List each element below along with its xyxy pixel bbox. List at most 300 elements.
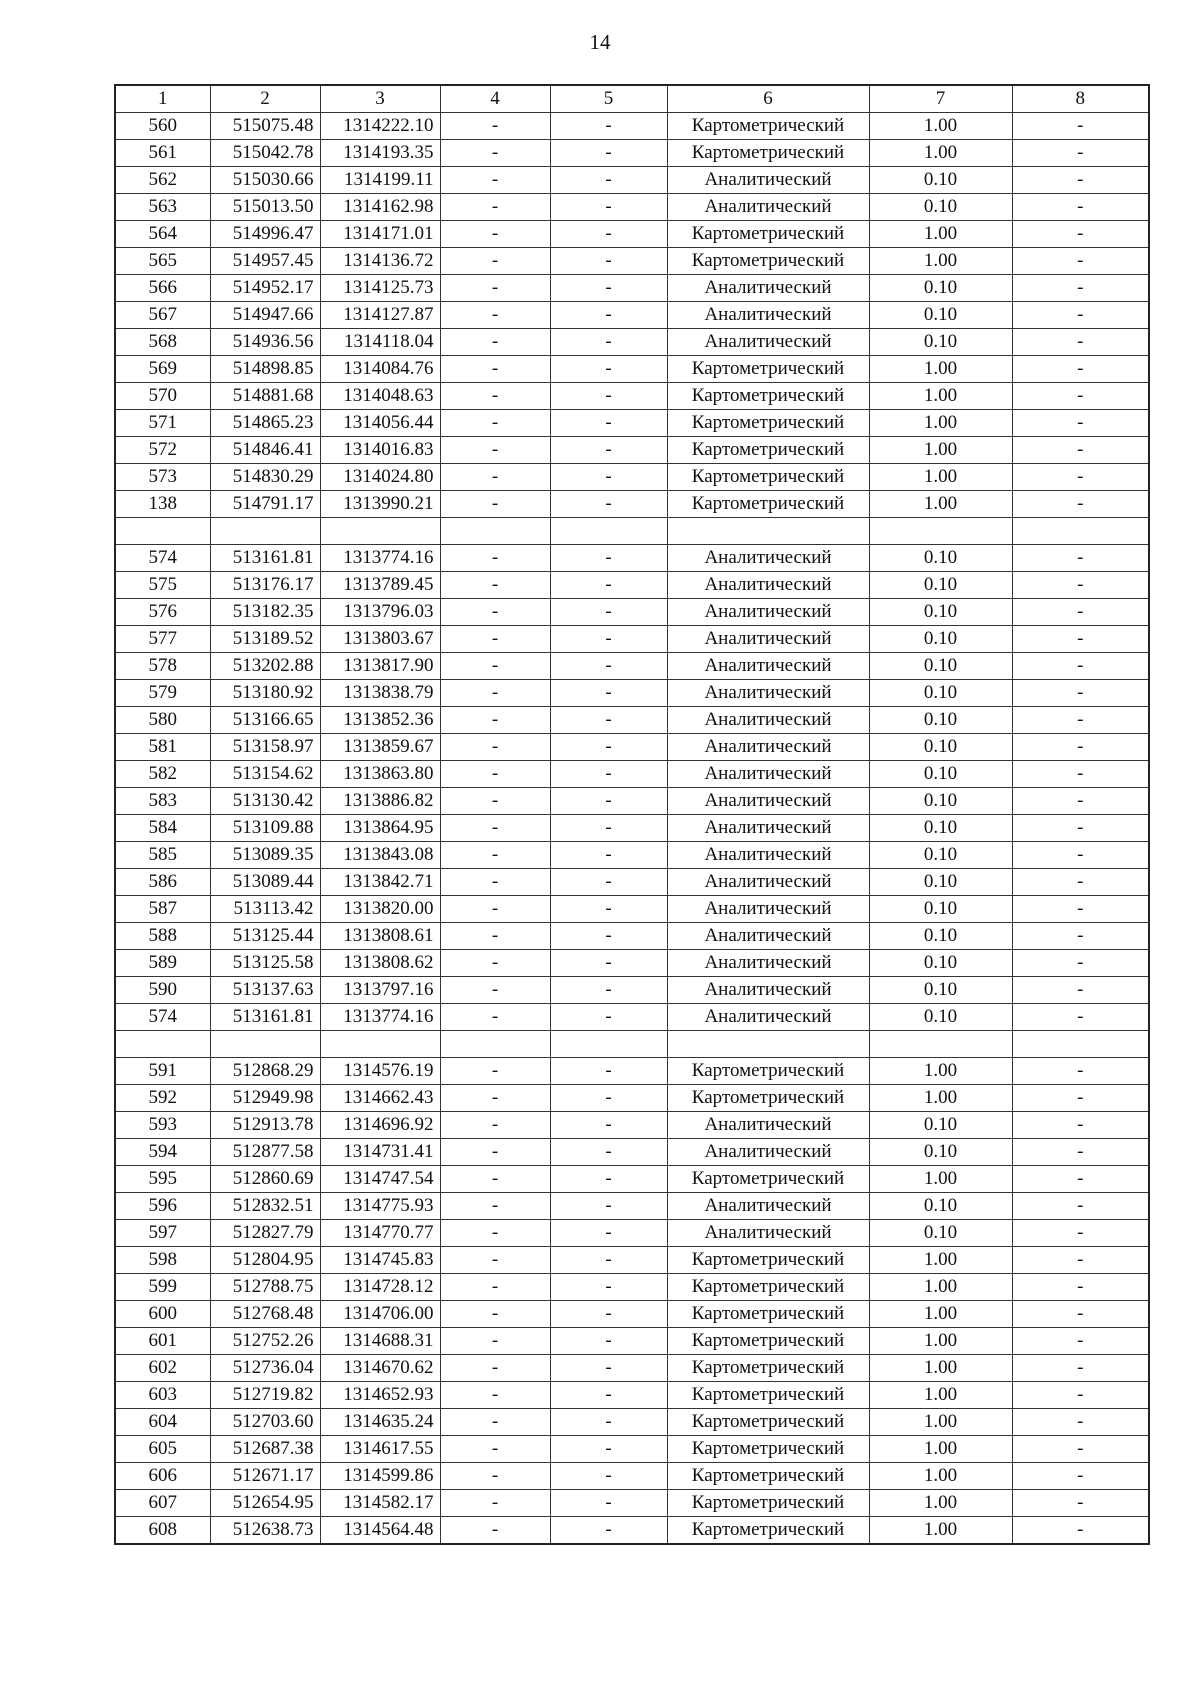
accuracy-cell: 0.10 [869,194,1012,221]
col8-value-cell: - [1012,248,1149,275]
point-number-cell: 564 [115,221,210,248]
point-number-cell: 606 [115,1463,210,1490]
accuracy-cell: 1.00 [869,1085,1012,1112]
coordinate-y-cell: 1314222.10 [320,113,440,140]
col4-value-cell: - [440,383,550,410]
col5-value-cell: - [550,248,667,275]
coordinate-x-cell: 512654.95 [210,1490,320,1517]
point-number-cell: 602 [115,1355,210,1382]
col4-value-cell: - [440,1193,550,1220]
coordinate-y-cell: 1314599.86 [320,1463,440,1490]
point-number-cell: 568 [115,329,210,356]
coordinate-y-cell: 1314635.24 [320,1409,440,1436]
coordinate-y-cell: 1314731.41 [320,1139,440,1166]
table-row [115,1301,1149,1328]
coordinate-y-cell: 1313843.08 [320,842,440,869]
col5-value-cell: - [550,221,667,248]
col5-value-cell: - [550,167,667,194]
col5-value-cell: - [550,194,667,221]
table-row [115,1220,1149,1247]
point-number-cell: 589 [115,950,210,977]
accuracy-cell: 0.10 [869,545,1012,572]
method-cell: Аналитический [667,626,869,653]
col5-value-cell: - [550,464,667,491]
table-row [115,275,1149,302]
table-row [115,707,1149,734]
col4-value-cell: - [440,599,550,626]
col4-value-cell: - [440,464,550,491]
coordinate-x-cell [210,1031,320,1058]
col8-value-cell: - [1012,1517,1149,1545]
col5-value-cell: - [550,1328,667,1355]
header-row [115,85,1149,113]
col4-value-cell: - [440,680,550,707]
col5-value-cell: - [550,869,667,896]
col8-value-cell: - [1012,761,1149,788]
point-number-cell: 595 [115,1166,210,1193]
col5-value-cell: - [550,1274,667,1301]
table-row [115,1382,1149,1409]
coordinate-x-cell: 512768.48 [210,1301,320,1328]
coordinate-x-cell: 512949.98 [210,1085,320,1112]
header-cell: 2 [210,85,320,113]
table-row [115,869,1149,896]
point-number-cell: 580 [115,707,210,734]
method-cell: Картометрический [667,221,869,248]
coordinate-y-cell: 1313863.80 [320,761,440,788]
col5-value-cell: - [550,842,667,869]
point-number-cell: 608 [115,1517,210,1545]
coordinate-x-cell: 512703.60 [210,1409,320,1436]
point-number-cell: 570 [115,383,210,410]
col8-value-cell: - [1012,950,1149,977]
table-row [115,1139,1149,1166]
table-row [115,1058,1149,1085]
table-row [115,1328,1149,1355]
point-number-cell: 574 [115,1004,210,1031]
point-number-cell: 572 [115,437,210,464]
coordinate-x-cell: 513161.81 [210,1004,320,1031]
coordinate-y-cell: 1314775.93 [320,1193,440,1220]
point-number-cell: 574 [115,545,210,572]
method-cell: Аналитический [667,1112,869,1139]
coordinate-x-cell: 512719.82 [210,1382,320,1409]
method-cell: Картометрический [667,140,869,167]
accuracy-cell: 0.10 [869,761,1012,788]
coordinate-x-cell: 512832.51 [210,1193,320,1220]
col5-value-cell: - [550,1463,667,1490]
point-number-cell: 575 [115,572,210,599]
accuracy-cell: 0.10 [869,815,1012,842]
col8-value-cell: - [1012,1112,1149,1139]
point-number-cell: 561 [115,140,210,167]
coordinate-x-cell: 512736.04 [210,1355,320,1382]
accuracy-cell: 0.10 [869,599,1012,626]
col5-value-cell: - [550,923,667,950]
col8-value-cell: - [1012,1490,1149,1517]
accuracy-cell: 1.00 [869,1274,1012,1301]
col5-value-cell: - [550,761,667,788]
col8-value-cell [1012,518,1149,545]
col8-value-cell: - [1012,356,1149,383]
col5-value-cell: - [550,707,667,734]
point-number-cell: 562 [115,167,210,194]
coordinate-y-cell: 1314582.17 [320,1490,440,1517]
col4-value-cell: - [440,1328,550,1355]
coordinate-y-cell: 1313817.90 [320,653,440,680]
accuracy-cell: 1.00 [869,1247,1012,1274]
coordinate-y-cell: 1314652.93 [320,1382,440,1409]
table-row [115,950,1149,977]
col5-value-cell: - [550,1058,667,1085]
coordinate-x-cell: 513176.17 [210,572,320,599]
coordinate-y-cell: 1314728.12 [320,1274,440,1301]
col8-value-cell: - [1012,1247,1149,1274]
col8-value-cell: - [1012,896,1149,923]
col8-value-cell: - [1012,1382,1149,1409]
table-row [115,437,1149,464]
method-cell: Аналитический [667,167,869,194]
col5-value-cell: - [550,950,667,977]
coordinate-x-cell: 512827.79 [210,1220,320,1247]
col5-value-cell: - [550,788,667,815]
coordinate-x-cell: 513089.35 [210,842,320,869]
method-cell: Картометрический [667,1328,869,1355]
col4-value-cell: - [440,1058,550,1085]
method-cell: Картометрический [667,1166,869,1193]
col4-value-cell [440,1031,550,1058]
table-row [115,491,1149,518]
coordinate-x-cell: 513125.44 [210,923,320,950]
coordinate-x-cell: 514865.23 [210,410,320,437]
col4-value-cell: - [440,329,550,356]
coordinate-y-cell: 1313859.67 [320,734,440,761]
col8-value-cell: - [1012,1220,1149,1247]
point-number-cell: 577 [115,626,210,653]
method-cell: Картометрический [667,1490,869,1517]
coordinate-y-cell: 1314118.04 [320,329,440,356]
col4-value-cell: - [440,1139,550,1166]
accuracy-cell: 1.00 [869,383,1012,410]
coordinate-x-cell: 513161.81 [210,545,320,572]
method-cell: Аналитический [667,194,869,221]
point-number-cell [115,518,210,545]
table-row [115,1409,1149,1436]
col4-value-cell: - [440,194,550,221]
point-number-cell: 599 [115,1274,210,1301]
col5-value-cell: - [550,1355,667,1382]
coordinate-y-cell: 1314171.01 [320,221,440,248]
point-number-cell: 582 [115,761,210,788]
col4-value-cell: - [440,626,550,653]
col8-value-cell: - [1012,167,1149,194]
table-row [115,221,1149,248]
col4-value-cell: - [440,572,550,599]
accuracy-cell: 0.10 [869,626,1012,653]
accuracy-cell: 0.10 [869,896,1012,923]
table-row [115,140,1149,167]
method-cell: Картометрический [667,410,869,437]
coordinate-y-cell: 1314747.54 [320,1166,440,1193]
point-number-cell: 586 [115,869,210,896]
col5-value-cell: - [550,1409,667,1436]
coordinate-y-cell: 1314670.62 [320,1355,440,1382]
col8-value-cell: - [1012,275,1149,302]
col4-value-cell: - [440,1004,550,1031]
coordinate-y-cell: 1314048.63 [320,383,440,410]
coordinate-y-cell: 1313803.67 [320,626,440,653]
coordinate-x-cell: 514846.41 [210,437,320,464]
col5-value-cell: - [550,680,667,707]
col4-value-cell: - [440,977,550,1004]
col8-value-cell: - [1012,1274,1149,1301]
col4-value-cell: - [440,1517,550,1545]
accuracy-cell: 1.00 [869,356,1012,383]
col8-value-cell: - [1012,1301,1149,1328]
method-cell: Картометрический [667,491,869,518]
coordinate-y-cell: 1313774.16 [320,545,440,572]
point-number-cell: 587 [115,896,210,923]
table-row [115,383,1149,410]
coordinate-x-cell: 513189.52 [210,626,320,653]
accuracy-cell: 0.10 [869,1220,1012,1247]
col4-value-cell: - [440,1166,550,1193]
table-row [115,1274,1149,1301]
accuracy-cell: 1.00 [869,1409,1012,1436]
accuracy-cell: 1.00 [869,140,1012,167]
coordinate-x-cell: 514881.68 [210,383,320,410]
method-cell: Аналитический [667,1139,869,1166]
point-number-cell: 576 [115,599,210,626]
coordinate-x-cell: 513130.42 [210,788,320,815]
table-row [115,788,1149,815]
point-number-cell: 605 [115,1436,210,1463]
col5-value-cell: - [550,437,667,464]
coordinate-y-cell: 1314056.44 [320,410,440,437]
col4-value-cell: - [440,1247,550,1274]
col5-value-cell: - [550,1139,667,1166]
coordinate-x-cell: 512877.58 [210,1139,320,1166]
method-cell: Аналитический [667,545,869,572]
coordinate-x-cell: 512860.69 [210,1166,320,1193]
coordinate-y-cell: 1314576.19 [320,1058,440,1085]
col8-value-cell: - [1012,329,1149,356]
accuracy-cell: 0.10 [869,707,1012,734]
coordinate-y-cell: 1313852.36 [320,707,440,734]
accuracy-cell: 0.10 [869,653,1012,680]
col4-value-cell [440,518,550,545]
method-cell: Аналитический [667,1004,869,1031]
coordinate-x-cell: 513137.63 [210,977,320,1004]
coordinate-x-cell: 512804.95 [210,1247,320,1274]
col8-value-cell: - [1012,1058,1149,1085]
table-row [115,410,1149,437]
coordinate-y-cell: 1314662.43 [320,1085,440,1112]
table-row [115,302,1149,329]
coordinate-y-cell: 1313808.62 [320,950,440,977]
table-row [115,1247,1149,1274]
col4-value-cell: - [440,437,550,464]
col8-value-cell: - [1012,707,1149,734]
table-row [115,1166,1149,1193]
accuracy-cell [869,1031,1012,1058]
coordinate-x-cell: 513109.88 [210,815,320,842]
coordinate-x-cell: 513125.58 [210,950,320,977]
col4-value-cell: - [440,815,550,842]
point-number-cell: 573 [115,464,210,491]
accuracy-cell: 1.00 [869,221,1012,248]
coordinate-x-cell: 513158.97 [210,734,320,761]
col8-value-cell: - [1012,815,1149,842]
point-number-cell: 138 [115,491,210,518]
col5-value-cell: - [550,383,667,410]
coordinate-y-cell: 1314016.83 [320,437,440,464]
col5-value-cell [550,518,667,545]
table-row [115,599,1149,626]
method-cell: Картометрический [667,1517,869,1545]
accuracy-cell: 1.00 [869,491,1012,518]
accuracy-cell: 1.00 [869,437,1012,464]
col8-value-cell: - [1012,1166,1149,1193]
point-number-cell: 597 [115,1220,210,1247]
col5-value-cell: - [550,572,667,599]
accuracy-cell: 0.10 [869,977,1012,1004]
method-cell: Аналитический [667,1220,869,1247]
col8-value-cell: - [1012,383,1149,410]
col5-value-cell: - [550,410,667,437]
coordinate-y-cell: 1313838.79 [320,680,440,707]
coordinate-y-cell: 1313864.95 [320,815,440,842]
table-row [115,572,1149,599]
header-cell: 8 [1012,85,1149,113]
col8-value-cell: - [1012,1463,1149,1490]
col8-value-cell: - [1012,788,1149,815]
coordinate-y-cell: 1314127.87 [320,302,440,329]
header-cell: 6 [667,85,869,113]
method-cell: Аналитический [667,1193,869,1220]
col4-value-cell: - [440,248,550,275]
method-cell: Картометрический [667,1463,869,1490]
coordinate-y-cell: 1313990.21 [320,491,440,518]
accuracy-cell: 0.10 [869,950,1012,977]
table-row [115,1193,1149,1220]
table-body [115,113,1149,1545]
col4-value-cell: - [440,1274,550,1301]
method-cell: Картометрический [667,1409,869,1436]
coordinate-y-cell: 1313842.71 [320,869,440,896]
coordinate-y-cell: 1314199.11 [320,167,440,194]
method-cell: Картометрический [667,1274,869,1301]
accuracy-cell: 0.10 [869,1193,1012,1220]
col5-value-cell: - [550,1490,667,1517]
accuracy-cell: 1.00 [869,1490,1012,1517]
point-number-cell: 579 [115,680,210,707]
accuracy-cell: 0.10 [869,1004,1012,1031]
coordinate-x-cell: 514952.17 [210,275,320,302]
accuracy-cell: 1.00 [869,1328,1012,1355]
col4-value-cell: - [440,950,550,977]
coordinate-x-cell: 513166.65 [210,707,320,734]
table-row [115,626,1149,653]
point-number-cell: 563 [115,194,210,221]
table-row [115,815,1149,842]
coordinate-x-cell: 514898.85 [210,356,320,383]
coordinate-y-cell: 1313789.45 [320,572,440,599]
col8-value-cell: - [1012,626,1149,653]
method-cell: Аналитический [667,977,869,1004]
col4-value-cell: - [440,1409,550,1436]
coordinate-x-cell: 514957.45 [210,248,320,275]
coordinates-table [114,84,1150,1545]
coordinate-y-cell: 1314706.00 [320,1301,440,1328]
coordinate-x-cell: 513182.35 [210,599,320,626]
point-number-cell: 567 [115,302,210,329]
col5-value-cell: - [550,1220,667,1247]
col8-value-cell: - [1012,1409,1149,1436]
col8-value-cell: - [1012,1193,1149,1220]
coordinate-y-cell [320,1031,440,1058]
coordinate-y-cell: 1314745.83 [320,1247,440,1274]
table-row [115,1112,1149,1139]
col5-value-cell: - [550,302,667,329]
col4-value-cell: - [440,653,550,680]
point-number-cell: 578 [115,653,210,680]
accuracy-cell: 1.00 [869,248,1012,275]
header-cell: 1 [115,85,210,113]
coordinate-x-cell: 512638.73 [210,1517,320,1545]
col5-value-cell: - [550,1382,667,1409]
col5-value-cell: - [550,491,667,518]
coordinate-y-cell: 1313808.61 [320,923,440,950]
col5-value-cell: - [550,1301,667,1328]
col4-value-cell: - [440,221,550,248]
table-row [115,518,1149,545]
col4-value-cell: - [440,869,550,896]
coordinate-x-cell [210,518,320,545]
col8-value-cell: - [1012,491,1149,518]
header-cell: 3 [320,85,440,113]
table-row [115,734,1149,761]
col5-value-cell: - [550,113,667,140]
method-cell: Картометрический [667,1355,869,1382]
point-number-cell: 566 [115,275,210,302]
col4-value-cell: - [440,1463,550,1490]
col8-value-cell: - [1012,545,1149,572]
method-cell: Картометрический [667,437,869,464]
accuracy-cell: 1.00 [869,410,1012,437]
coordinate-y-cell: 1313796.03 [320,599,440,626]
table-row [115,923,1149,950]
method-cell: Картометрический [667,248,869,275]
col4-value-cell: - [440,923,550,950]
col5-value-cell: - [550,734,667,761]
method-cell: Картометрический [667,1301,869,1328]
method-cell: Аналитический [667,302,869,329]
col8-value-cell: - [1012,734,1149,761]
table-row [115,680,1149,707]
accuracy-cell: 1.00 [869,1166,1012,1193]
col5-value-cell: - [550,1004,667,1031]
table-row [115,1517,1149,1545]
col4-value-cell: - [440,140,550,167]
coordinate-x-cell: 513154.62 [210,761,320,788]
coordinate-y-cell: 1314084.76 [320,356,440,383]
col5-value-cell: - [550,275,667,302]
col8-value-cell: - [1012,977,1149,1004]
col4-value-cell: - [440,788,550,815]
col8-value-cell: - [1012,1355,1149,1382]
coordinate-y-cell: 1314696.92 [320,1112,440,1139]
